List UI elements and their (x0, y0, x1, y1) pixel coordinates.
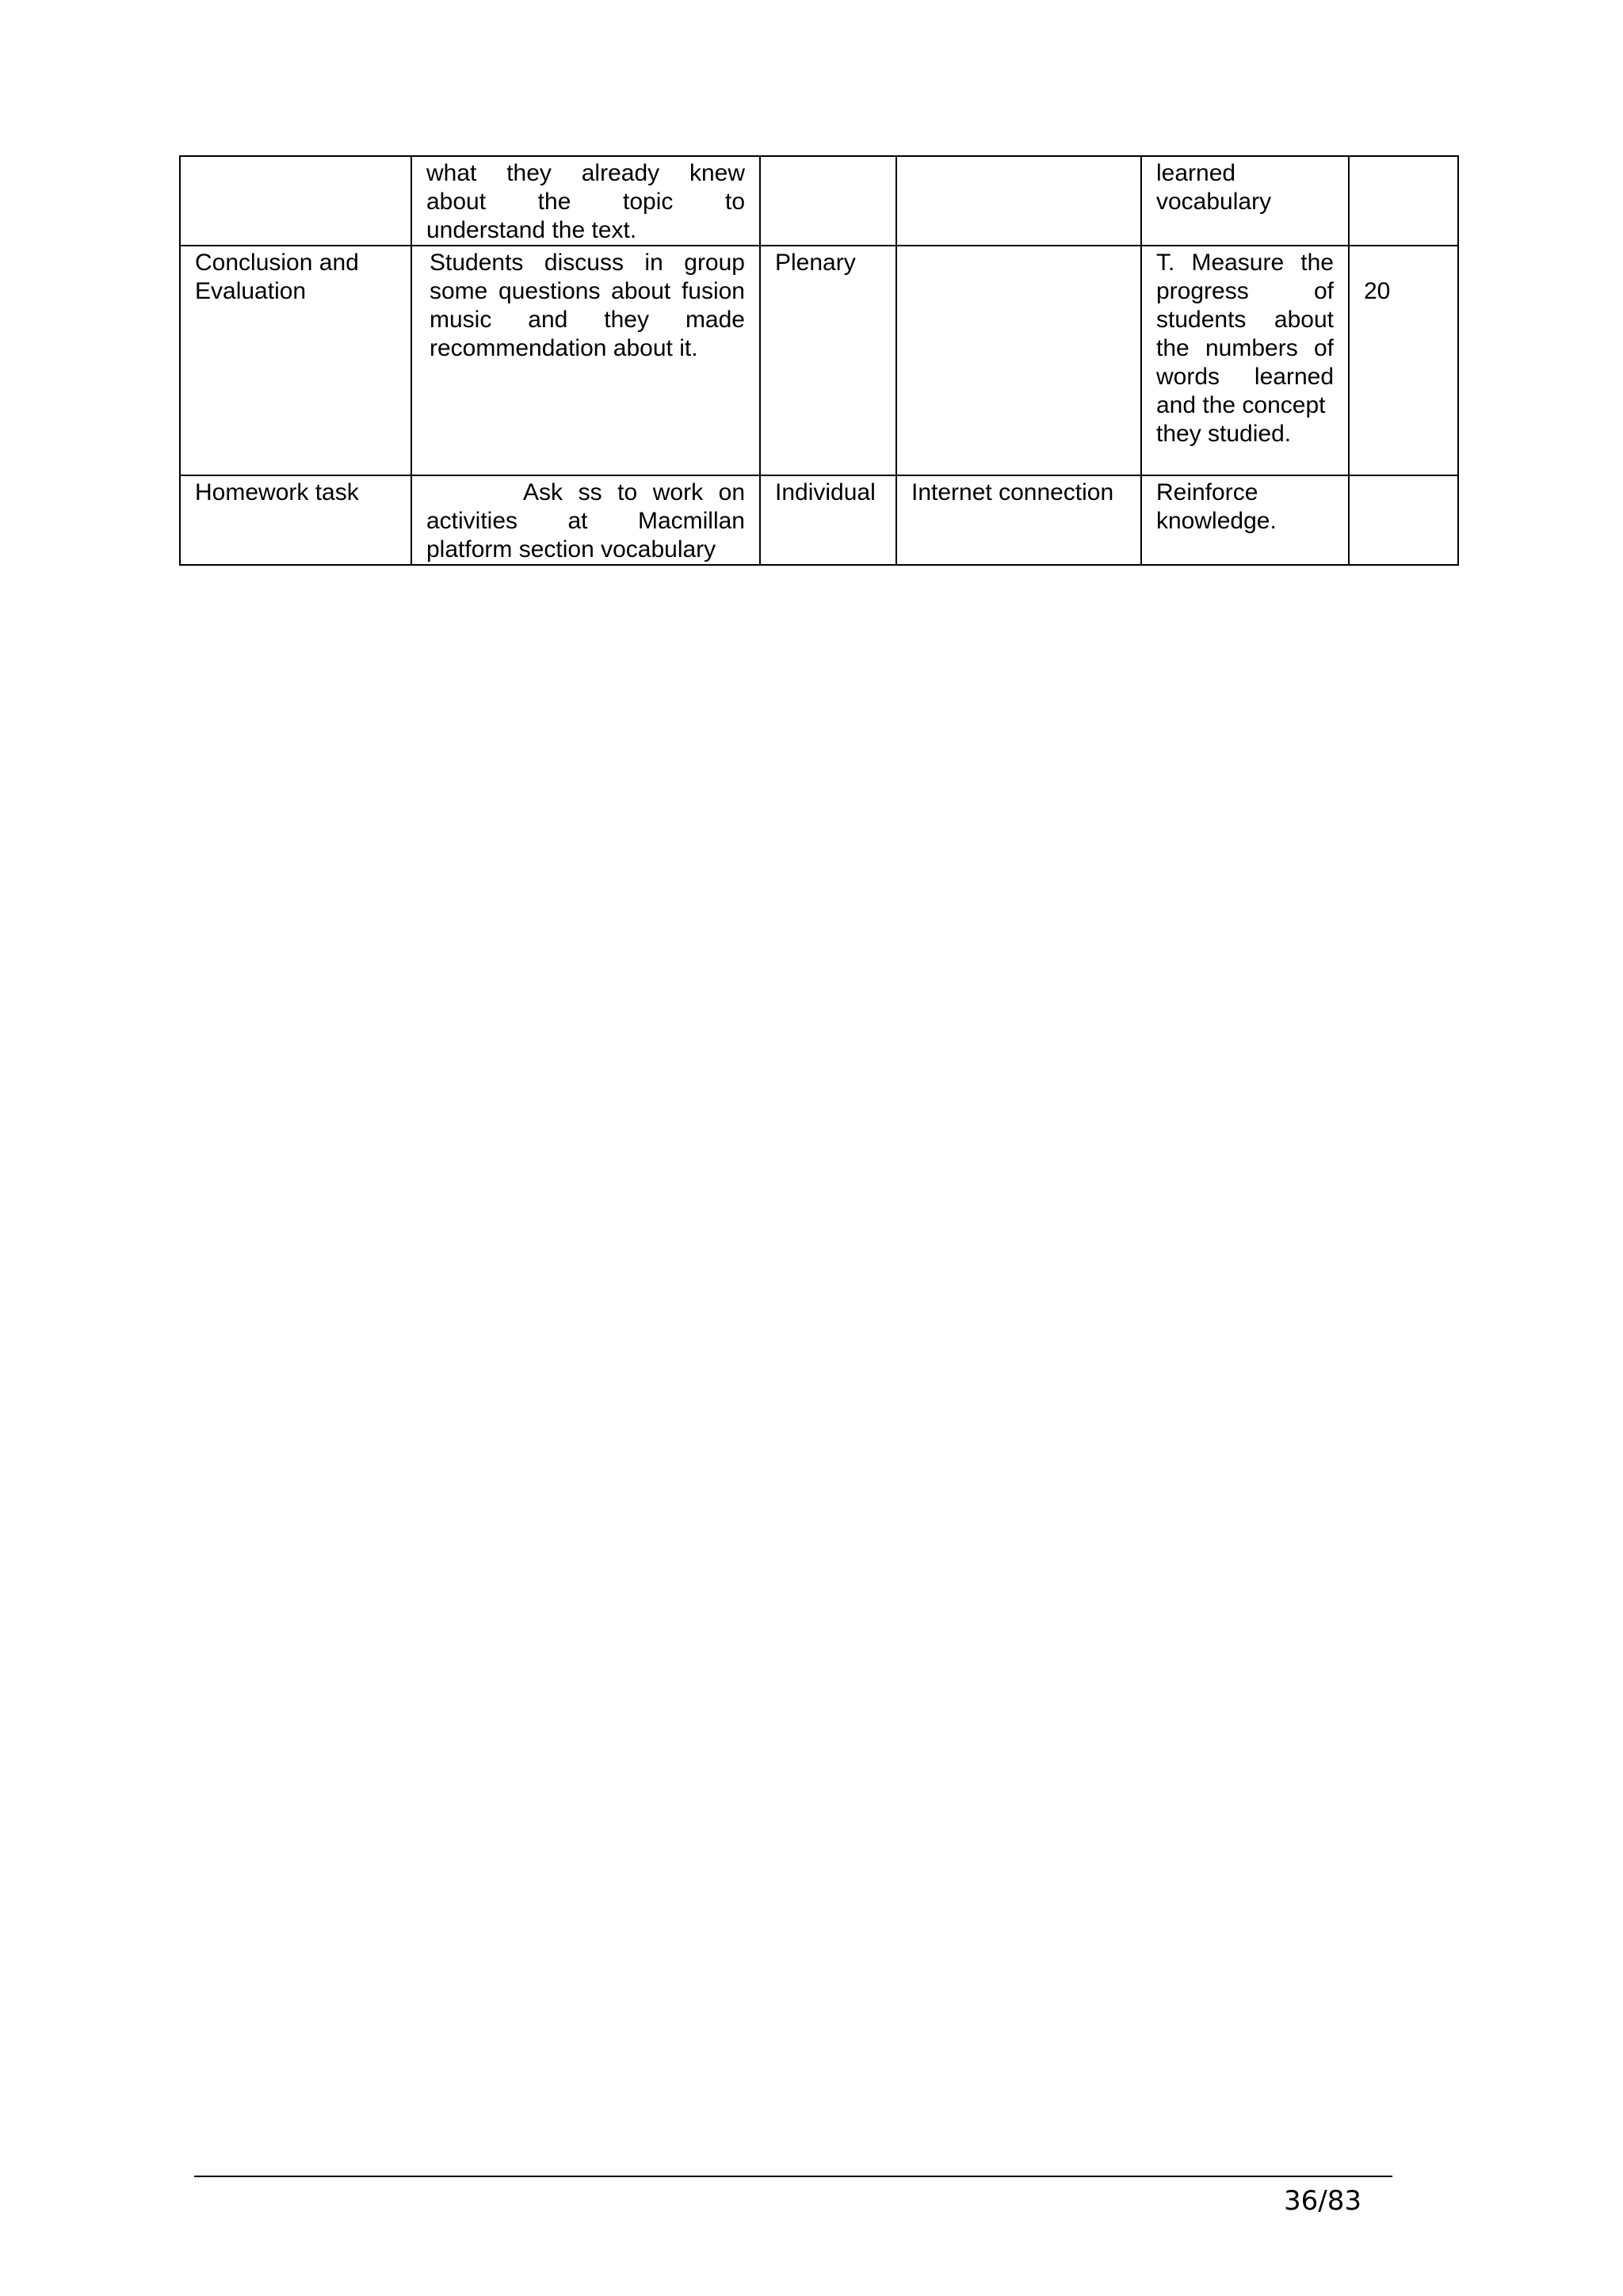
outcome-line: they studied. (1156, 421, 1292, 447)
table-row (180, 475, 1458, 565)
outcome-line: Reinforce (1156, 479, 1258, 505)
outcome-line: progress of (1156, 278, 1334, 304)
time-cell: 20 (1349, 246, 1458, 475)
outcome-line: vocabulary (1156, 189, 1272, 215)
activity-line: about the topic to (426, 189, 745, 215)
outcome-line: T. Measure the (1156, 250, 1334, 276)
activity-cell (411, 156, 760, 246)
time-cell (1349, 475, 1458, 565)
activity-cell (411, 475, 760, 565)
stage-line: Evaluation (195, 278, 307, 304)
activity-line: what they already knew (426, 160, 745, 186)
activity-line: some questions about fusion (430, 278, 745, 304)
time-cell (1349, 156, 1458, 246)
interaction-cell (760, 156, 896, 246)
stage-cell (180, 246, 411, 475)
outcome-line: and the concept (1156, 392, 1326, 418)
table-row (180, 156, 1458, 246)
outcome-cell (1141, 475, 1349, 565)
stage-cell: Homework task (180, 475, 411, 565)
activity-line: Students discuss in group (430, 250, 745, 276)
activity-line: music and they made (430, 307, 745, 333)
page-number: 36/83 (1284, 2185, 1361, 2217)
resources-cell: Internet connection (896, 475, 1141, 565)
outcome-line: students about (1156, 307, 1334, 333)
interaction-cell: Plenary (760, 246, 896, 475)
outcome-line: the numbers of (1156, 335, 1334, 361)
outcome-line: learned (1156, 160, 1236, 186)
activity-line: recommendation about it. (430, 335, 698, 361)
activity-line: Ask ss to work on (523, 479, 745, 505)
activity-line: activities at Macmillan (426, 508, 745, 534)
activity-cell (411, 246, 760, 475)
resources-cell (896, 246, 1141, 475)
activity-line: understand the text. (426, 217, 637, 243)
outcome-line: knowledge. (1156, 508, 1277, 534)
table-row (180, 246, 1458, 475)
outcome-line: words learned (1156, 364, 1334, 390)
outcome-cell (1141, 156, 1349, 246)
activity-line: platform section vocabulary (426, 536, 716, 563)
resources-cell (896, 156, 1141, 246)
interaction-cell: Individual (760, 475, 896, 565)
stage-cell (180, 156, 411, 246)
stage-line: Conclusion and (195, 250, 359, 276)
lesson-plan-table (179, 155, 1459, 566)
footer-divider (194, 2176, 1392, 2177)
outcome-cell (1141, 246, 1349, 475)
